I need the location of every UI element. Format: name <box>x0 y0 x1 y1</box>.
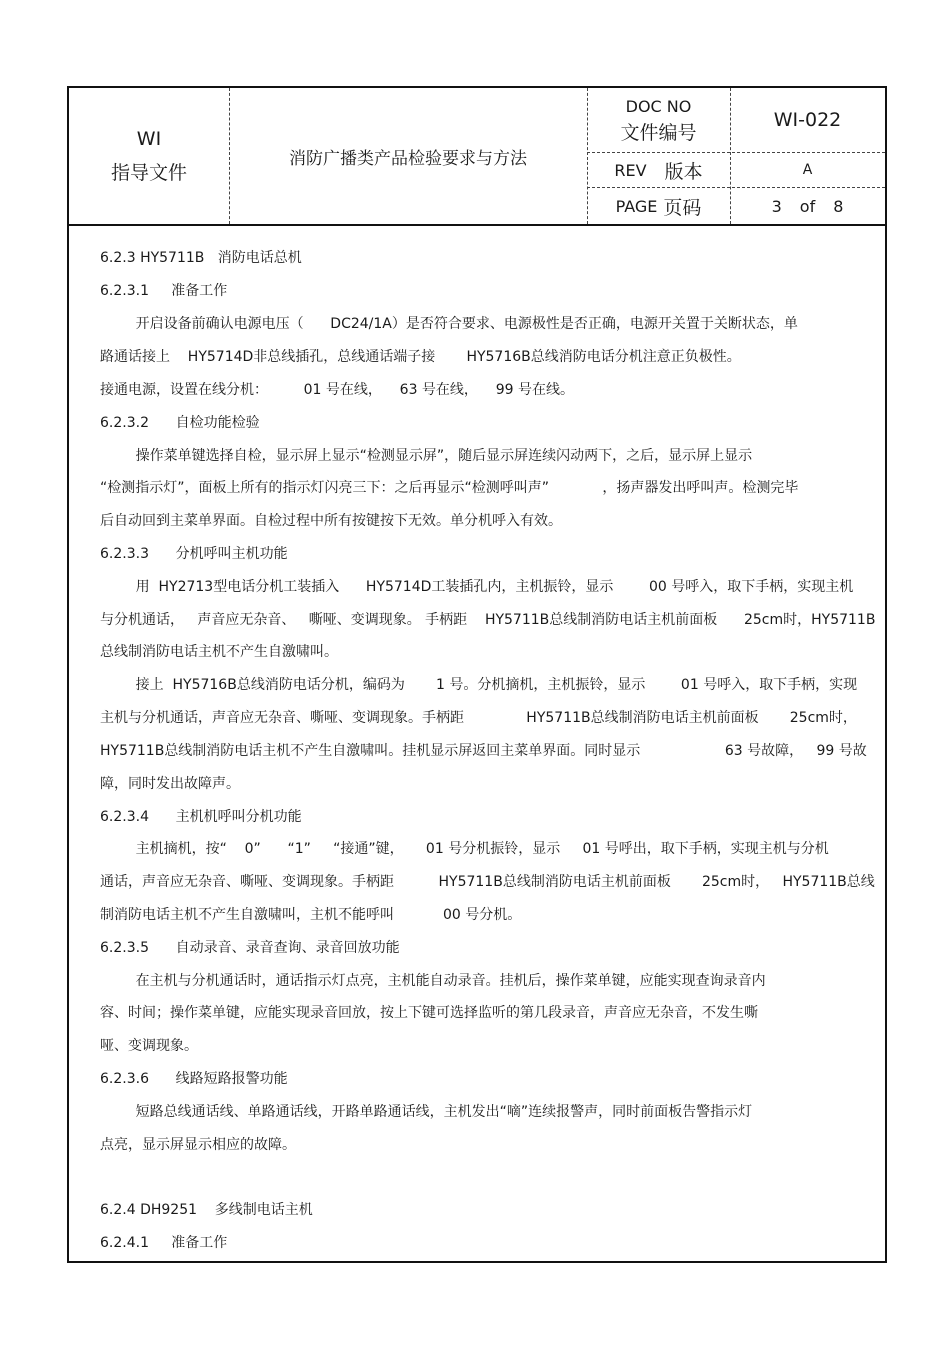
doc-type-code: WI <box>136 128 162 150</box>
page-total: 8 <box>833 196 844 216</box>
page-number-cell <box>730 188 885 224</box>
document-title: 消防广播类产品检验要求与方法 <box>289 148 527 169</box>
paragraph-line: 哑、变调现象。 <box>100 1038 198 1054</box>
page-label-en: PAGE <box>615 196 658 216</box>
paragraph-line: 通话，声音应无杂音、嘶哑、变调现象。手柄距 HY5711B总线制消防电话主机前面板 25cm时， HY5711B总线 <box>100 874 875 890</box>
paragraph-line: 容、时间；操作菜单键，应能实现录音回放，按上下键可选择监听的第几段录音，声音应无杂音，不发生嘶 <box>100 1005 758 1021</box>
page-of: of <box>799 196 816 216</box>
doc-no-label-cn: 文件编号 <box>620 122 697 144</box>
section-heading: 6.2.3.4 主机机呼叫分机功能 <box>100 809 302 825</box>
paragraph-line: 用 HY2713型电话分机工装插入 HY5714D工装插孔内，主机振铃，显示 00 号呼入，取下手柄，实现主机 <box>100 579 854 595</box>
paragraph-line: 制消防电话主机不产生自激啸叫，主机不能呼叫 00 号分机。 <box>100 907 522 923</box>
section-heading: 6.2.3 HY5711B 消防电话总机 <box>100 250 302 266</box>
paragraph-line: 与分机通话， 声音应无杂音、 嘶哑、变调现象。 手柄距 HY5711B总线制消防电话主机前面板 25cm时，HY5711B <box>100 612 876 628</box>
rev-value: A <box>802 162 813 178</box>
document-title-cell <box>229 88 587 224</box>
doc-type-name: 指导文件 <box>110 162 187 184</box>
paragraph-line: 后自动回到主菜单界面。自检过程中所有按键按下无效。单分机呼入有效。 <box>100 513 562 529</box>
doc-no-value-cell <box>730 88 885 152</box>
paragraph-line: 接上 HY5716B总线消防电话分机，编码为 1 号。分机摘机，主机振铃，显示 01 号呼入，取下手柄，实现 <box>100 677 858 693</box>
doc-type-cell <box>69 88 229 224</box>
document-header <box>69 88 885 226</box>
paragraph-line: 总线制消防电话主机不产生自激啸叫。 <box>100 644 338 660</box>
section-heading: 6.2.3.5 自动录音、录音查询、录音回放功能 <box>100 940 400 956</box>
section-heading: 6.2.3.3 分机呼叫主机功能 <box>100 546 288 562</box>
rev-label-cell <box>587 153 730 187</box>
paragraph-line: 接通电源，设置在线分机： 01 号在线， 63 号在线， 99 号在线。 <box>100 382 574 398</box>
section-heading: 6.2.4 DH9251 多线制电话主机 <box>100 1202 313 1218</box>
paragraph-line: 路通话接上 HY5714D非总线插孔，总线通话端子接 HY5716B总线消防电话分机注意正负极性。 <box>100 349 741 365</box>
paragraph-line: 操作菜单键选择自检，显示屏上显示“检测显示屏”，随后显示屏连续闪动两下，之后，显示屏上显示 <box>100 448 753 464</box>
paragraph-line: 障，同时发出故障声。 <box>100 776 240 792</box>
section-heading: 6.2.3.2 自检功能检验 <box>100 415 260 431</box>
section-heading: 6.2.3.1 准备工作 <box>100 283 228 299</box>
document-frame <box>67 86 887 1263</box>
page-label-cell <box>587 188 730 224</box>
section-heading: 6.2.4.1 准备工作 <box>100 1235 228 1251</box>
paragraph-line: 主机摘机，按“ 0” “1” “接通”键， 01 号分机振铃，显示 01 号呼出，取下手柄，实现主机与分机 <box>100 841 829 857</box>
paragraph-line: “检测指示灯”，面板上所有的指示灯闪亮三下：之后再显示“检测呼叫声” ，扬声器发出呼叫声。检测完毕 <box>100 480 799 496</box>
section-heading: 6.2.3.6 线路短路报警功能 <box>100 1071 288 1087</box>
doc-no-label-en: DOC NO <box>625 97 692 116</box>
rev-label-cn: 版本 <box>664 160 703 183</box>
paragraph-line: 点亮，显示屏显示相应的故障。 <box>100 1137 296 1153</box>
doc-no-label-cell <box>587 88 730 152</box>
rev-value-cell <box>730 153 885 187</box>
paragraph-line: 开启设备前确认电源电压（ DC24/1A）是否符合要求、电源极性是否正确，电源开关置于关断状态，单 <box>100 316 798 332</box>
paragraph-line: HY5711B总线制消防电话主机不产生自激啸叫。挂机显示屏返回主菜单界面。同时显示 63 号故障， 99 号故 <box>100 743 867 759</box>
rev-label-en: REV <box>614 160 647 180</box>
page-current: 3 <box>771 196 782 216</box>
paragraph-line: 在主机与分机通话时，通话指示灯点亮，主机能自动录音。挂机后，操作菜单键，应能实现查询录音内 <box>100 973 766 989</box>
paragraph-line: 短路总线通话线、单路通话线，开路单路通话线，主机发出“嘀”连续报警声，同时前面板告警指示灯 <box>100 1104 753 1120</box>
page-label-cn: 页码 <box>663 196 702 219</box>
doc-no-value: WI-022 <box>773 109 842 131</box>
paragraph-line: 主机与分机通话，声音应无杂音、嘶哑、变调现象。手柄距 HY5711B总线制消防电话主机前面板 25cm时， <box>100 710 857 726</box>
